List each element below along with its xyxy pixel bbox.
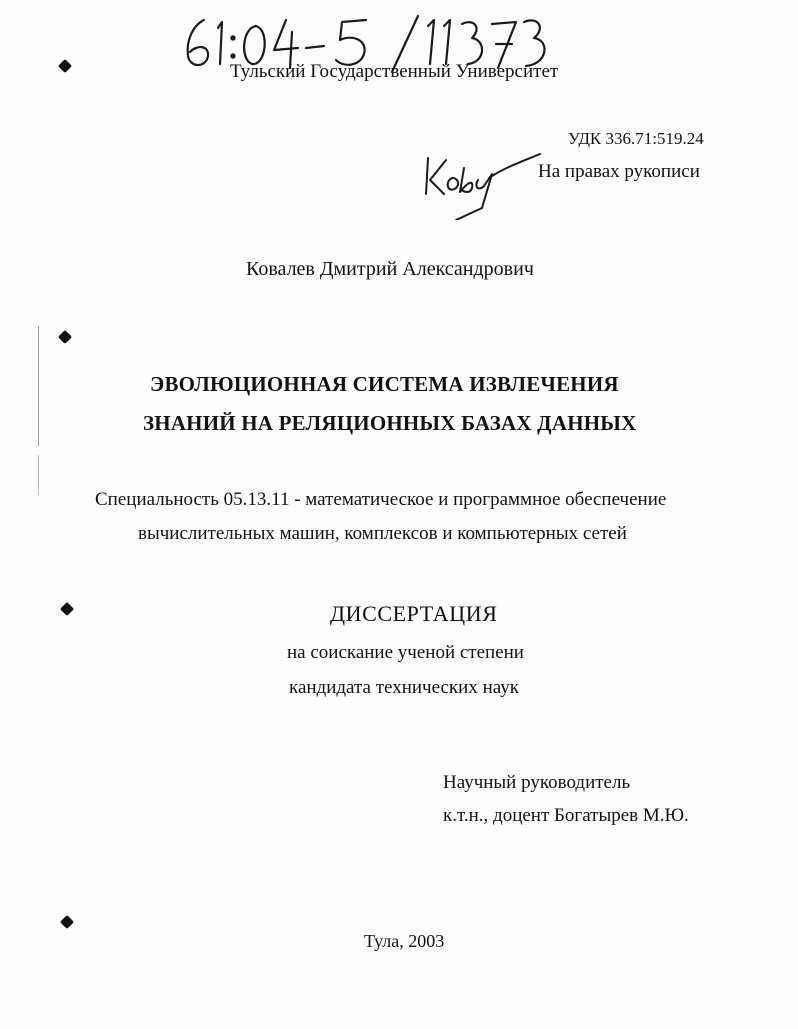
author-signature <box>422 138 542 220</box>
margin-bullet-mark <box>60 915 74 929</box>
supervisor-label: Научный руководитель <box>443 772 631 793</box>
signature-drawing <box>422 138 542 220</box>
place-and-year: Тула, 2003 <box>364 931 445 951</box>
manuscript-rights-note: На правах рукописи <box>538 161 700 182</box>
thesis-title-line-1: ЭВОЛЮЦИОННАЯ СИСТЕМА ИЗВЛЕЧЕНИЯ <box>150 372 619 396</box>
udc-code: УДК 336.71:519.24 <box>568 129 704 148</box>
degree-line-2: кандидата технических наук <box>289 677 519 698</box>
specialty-line-2: вычислительных машин, комплексов и компьютерных сетей <box>138 523 627 544</box>
author-name: Ковалев Дмитрий Александрович <box>246 258 534 280</box>
specialty-line-1: Специальность 05.13.11 - математическое и программное обеспечение <box>95 489 667 510</box>
supervisor-name: к.т.н., доцент Богатырев М.Ю. <box>443 805 689 826</box>
scan-edge-line <box>38 455 39 495</box>
university-name: Тульский Государственный Университет <box>230 61 559 82</box>
degree-line-1: на соискание ученой степени <box>287 642 524 663</box>
margin-bullet-mark <box>58 330 72 344</box>
margin-bullet-mark <box>60 602 74 616</box>
document-type: ДИССЕРТАЦИЯ <box>330 601 498 626</box>
margin-bullet-mark <box>58 59 72 73</box>
scan-edge-line <box>38 326 39 446</box>
thesis-title-line-2: ЗНАНИЙ НА РЕЛЯЦИОННЫХ БАЗАХ ДАННЫХ <box>143 411 637 435</box>
